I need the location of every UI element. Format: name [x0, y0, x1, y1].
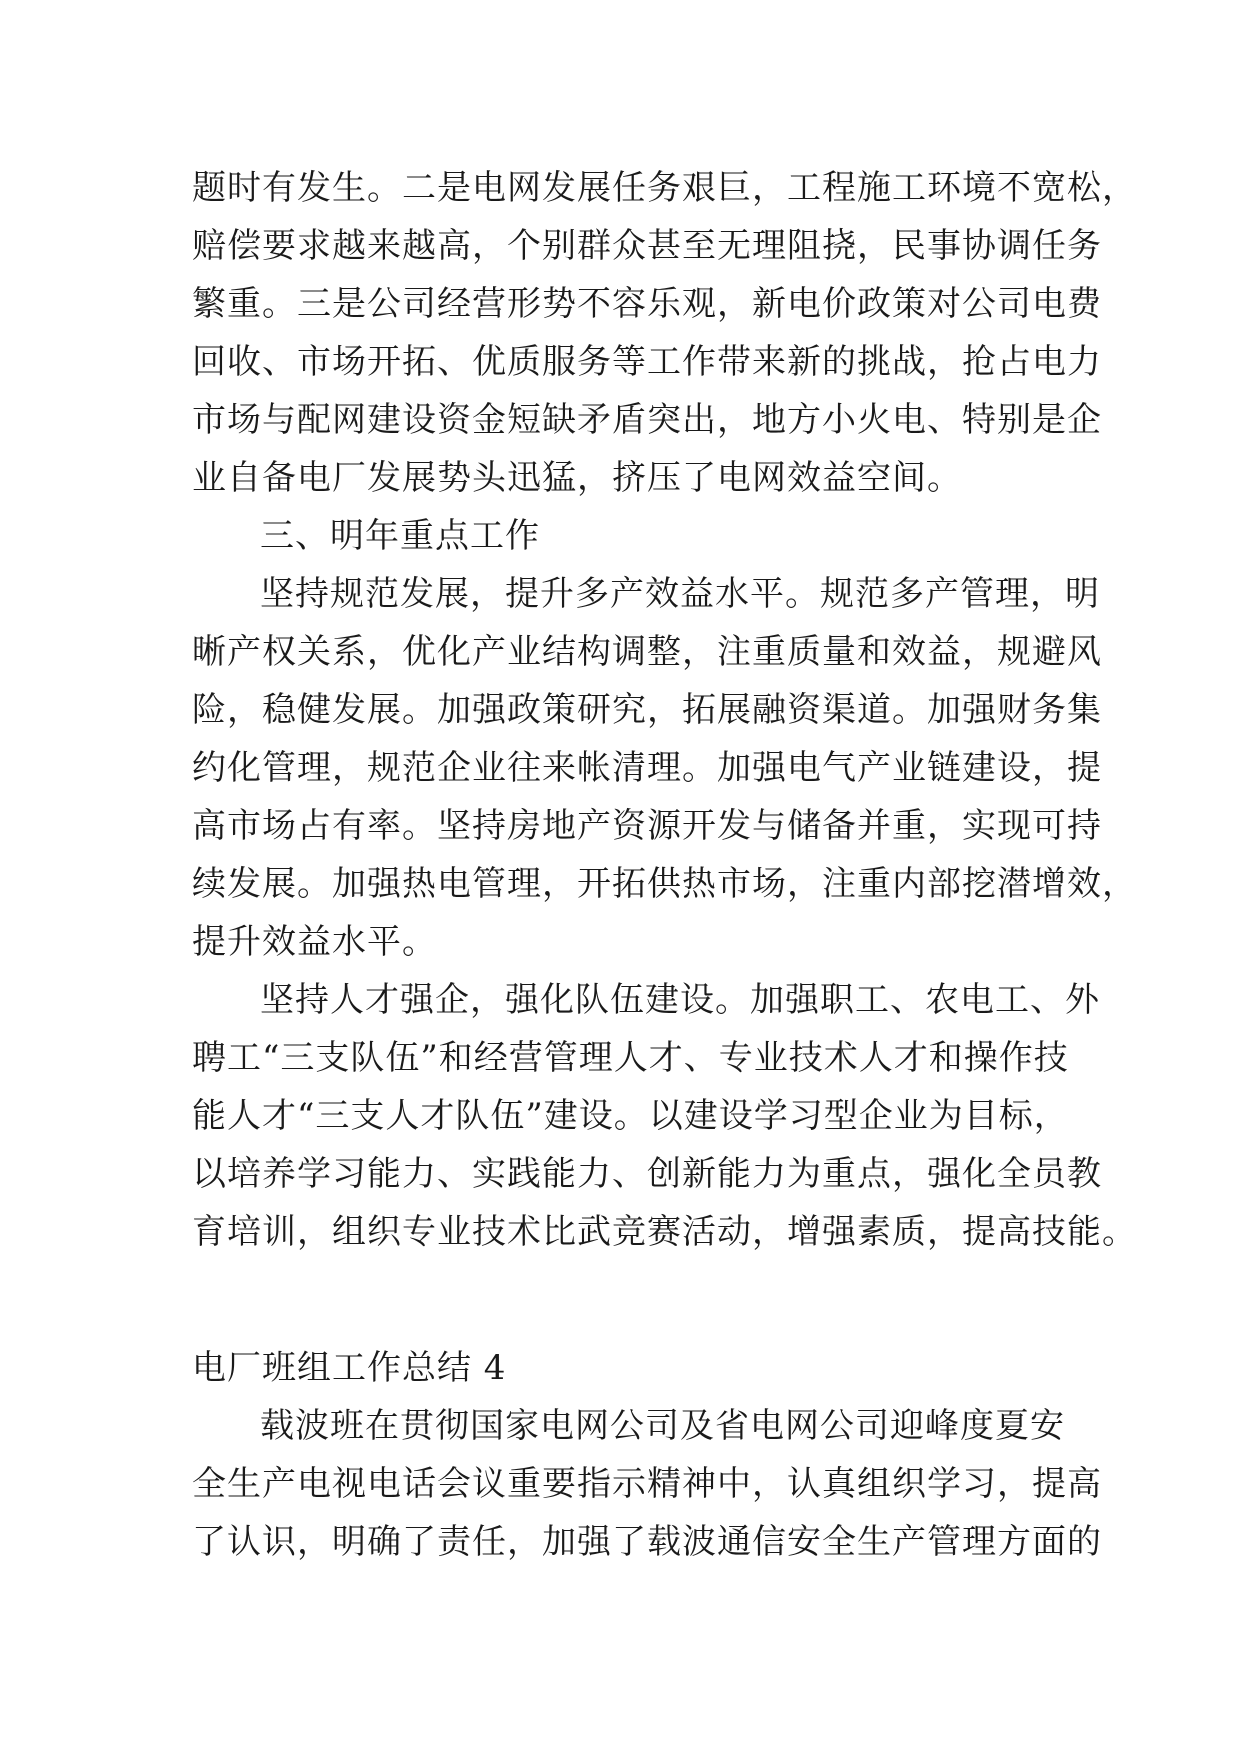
text-line: 市场与配网建设资金短缺矛盾突出，地方小火电、特别是企 [192, 400, 1102, 440]
text-line: 能人才“三支人才队伍”建设。以建设学习型企业为目标， [192, 1096, 1069, 1136]
text-line: 聘工“三支队伍”和经营管理人才、专业技术人才和操作技 [192, 1038, 1069, 1078]
text-line: 险，稳健发展。加强政策研究，拓展融资渠道。加强财务集 [192, 690, 1102, 730]
text-line: 提升效益水平。 [192, 922, 437, 962]
text-line: 业自备电厂发展势头迅猛，挤压了电网效益空间。 [192, 458, 962, 498]
text-line: 赔偿要求越来越高，个别群众甚至无理阻挠，民事协调任务 [192, 226, 1102, 266]
text-line: 全生产电视电话会议重要指示精神中，认真组织学习，提高 [192, 1464, 1102, 1504]
text-line: 续发展。加强热电管理，开拓供热市场，注重内部挖潜增效， [192, 864, 1137, 904]
text-line: 约化管理，规范企业往来帐清理。加强电气产业链建设，提 [192, 748, 1102, 788]
text-line: 以培养学习能力、实践能力、创新能力为重点，强化全员教 [192, 1154, 1102, 1194]
text-line: 回收、市场开拓、优质服务等工作带来新的挑战，抢占电力 [192, 342, 1102, 382]
paragraph-first-line: 坚持人才强企，强化队伍建设。加强职工、农电工、外 [260, 980, 1100, 1020]
paragraph-first-line: 坚持规范发展，提升多产效益水平。规范多产管理，明 [260, 574, 1100, 614]
text-line: 高市场占有率。坚持房地产资源开发与储备并重，实现可持 [192, 806, 1102, 846]
section-heading: 三、明年重点工作 [260, 516, 540, 556]
text-line: 繁重。三是公司经营形势不容乐观，新电价政策对公司电费 [192, 284, 1102, 324]
paragraph-first-line: 载波班在贯彻国家电网公司及省电网公司迎峰度夏安 [260, 1406, 1065, 1446]
text-line: 育培训，组织专业技术比武竞赛活动，增强素质，提高技能。 [192, 1212, 1137, 1252]
text-line: 了认识，明确了责任，加强了载波通信安全生产管理方面的 [192, 1522, 1102, 1562]
text-line: 晰产权关系，优化产业结构调整，注重质量和效益，规避风 [192, 632, 1102, 672]
document-title: 电厂班组工作总结 4 [192, 1348, 507, 1388]
text-line: 题时有发生。二是电网发展任务艰巨，工程施工环境不宽松， [192, 168, 1137, 208]
